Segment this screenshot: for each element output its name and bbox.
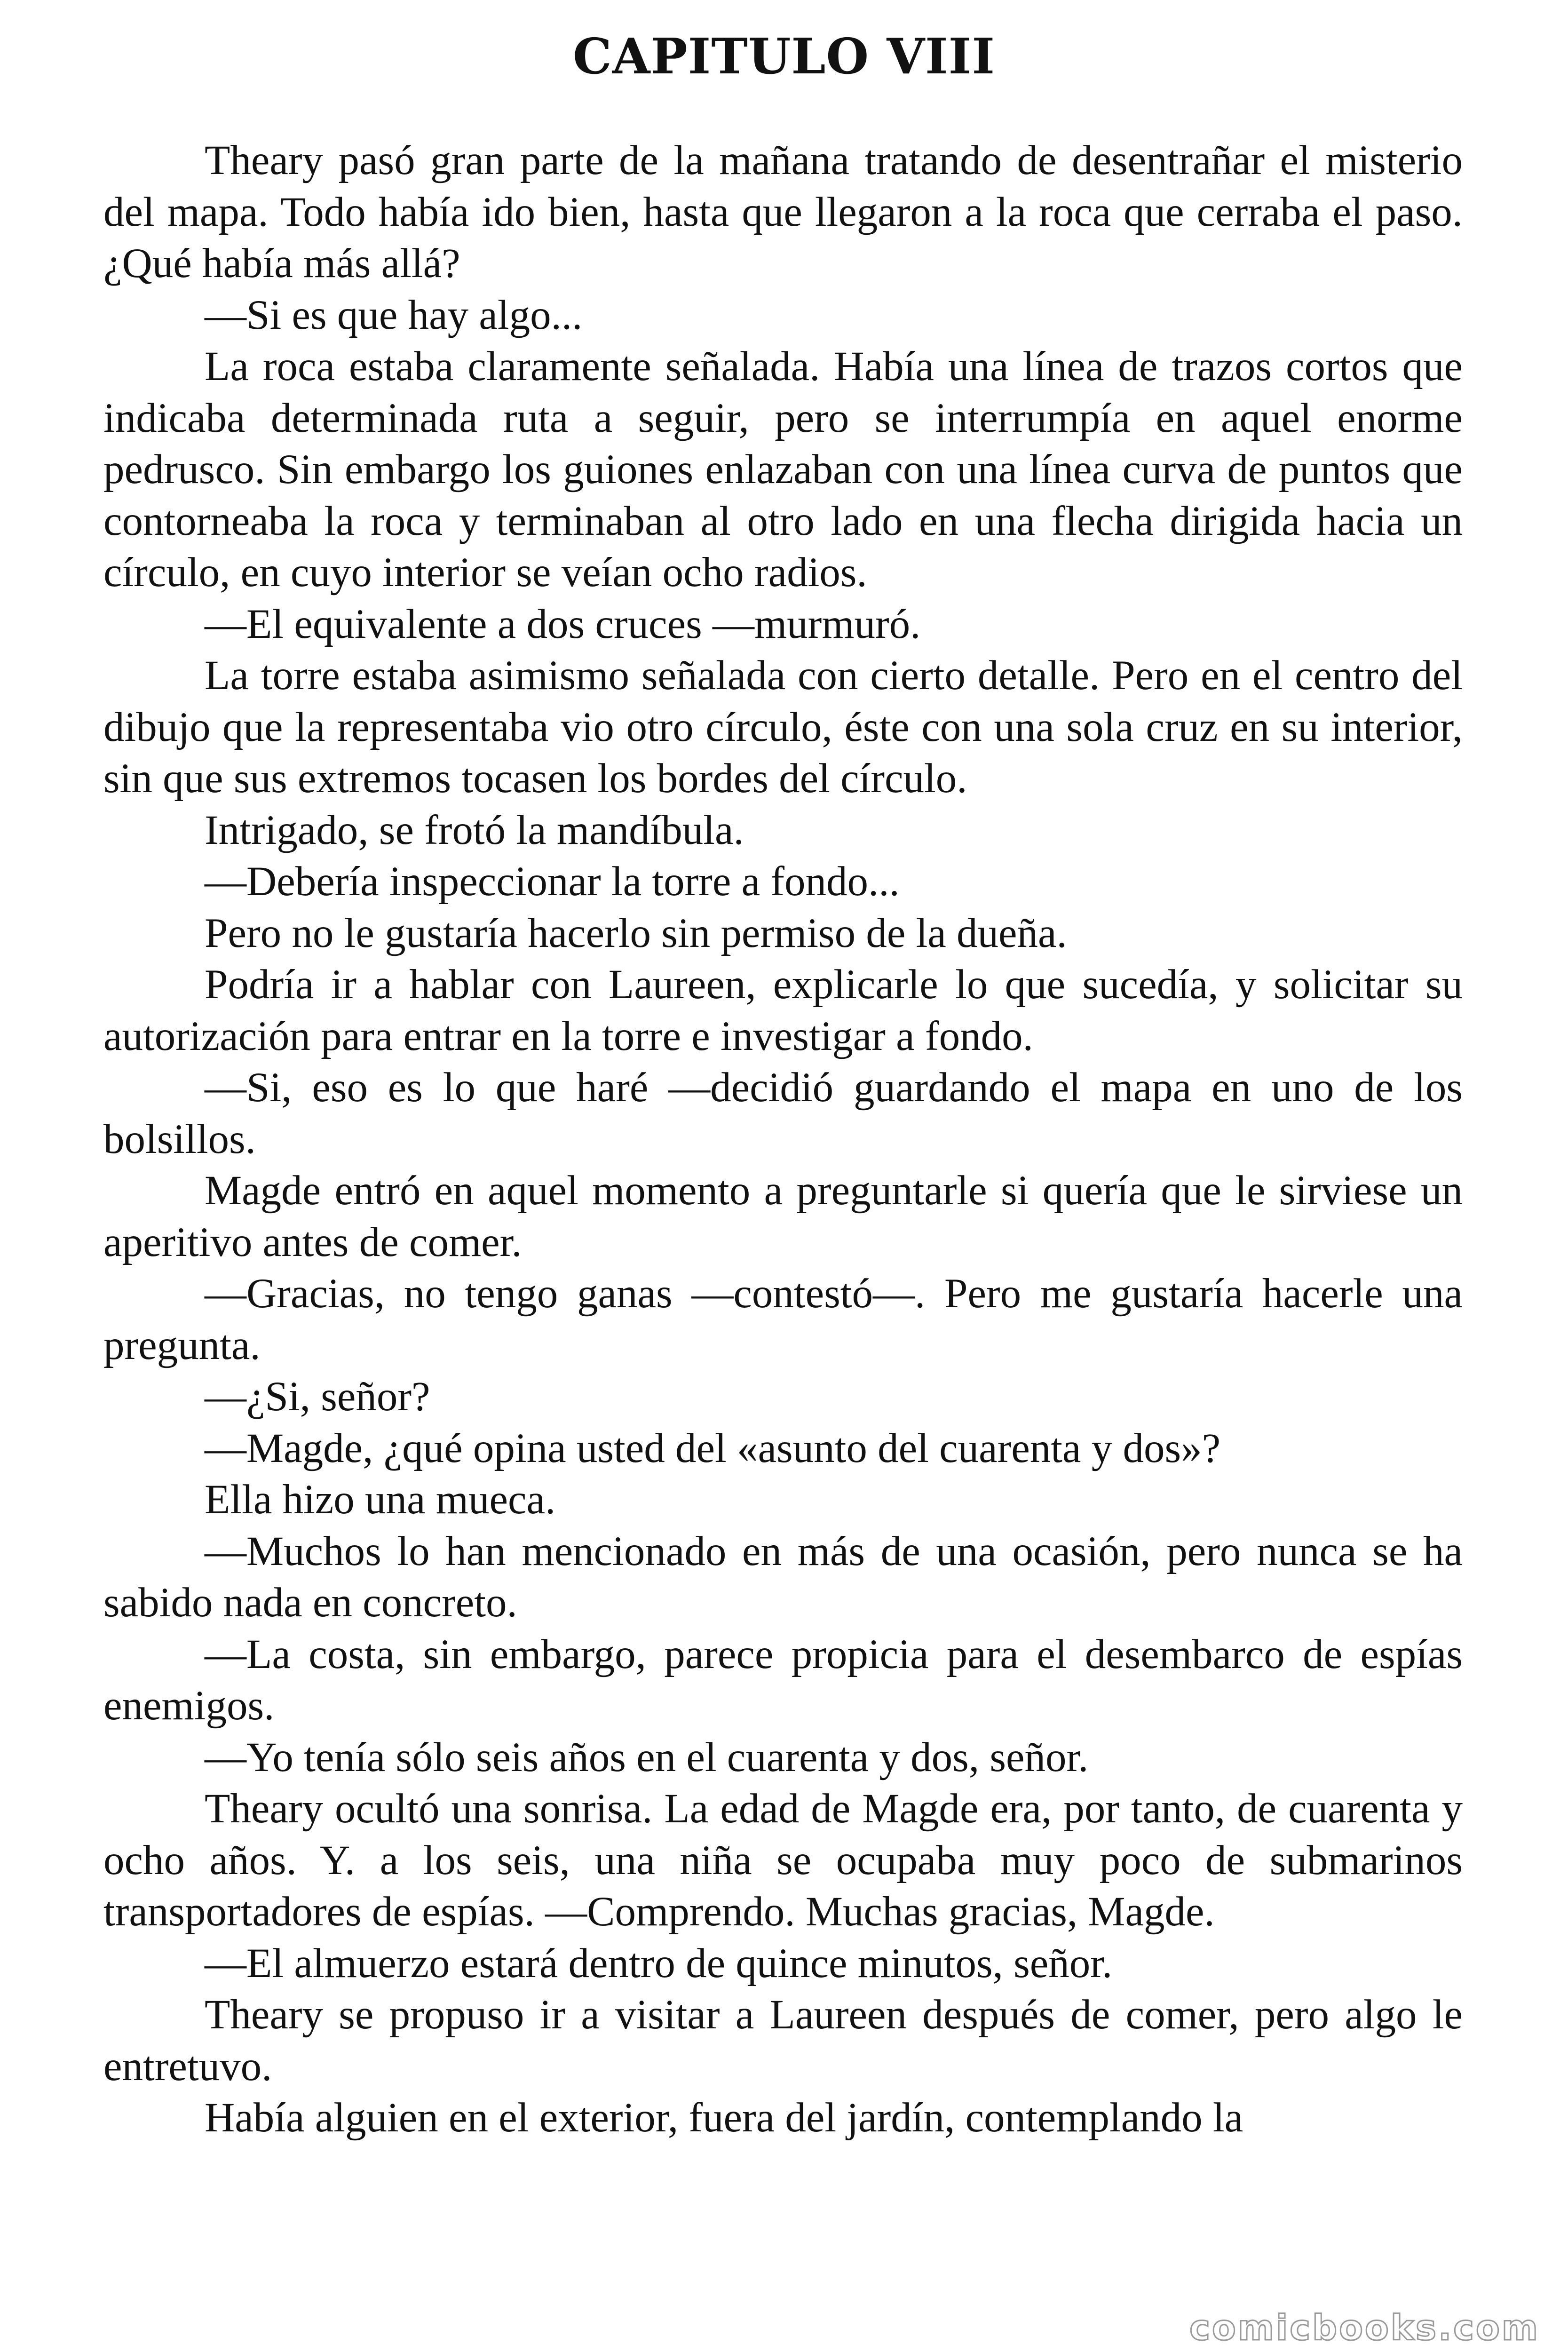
- chapter-body: [103, 135, 1463, 2144]
- paragraph: —La costa, sin embargo, parece propicia para el desembarco de espías enemigos.: [103, 1631, 1463, 1729]
- paragraph: Magde entró en aquel momento a preguntarle si quería que le sirviese un aperitivo antes de comer.: [103, 1168, 1463, 1265]
- paragraph: —Magde, ¿qué opina usted del «asunto del cuarenta y dos»?: [205, 1425, 1221, 1471]
- paragraph: Theary pasó gran parte de la mañana tratando de desentrañar el misterio del mapa. Todo había ido bien, hasta que llegaron a la roca que cerraba el paso. ¿Qué había más allá?: [103, 137, 1463, 286]
- paragraph: Ella hizo una mueca.: [205, 1477, 556, 1523]
- paragraph: —El equivalente a dos cruces —murmuró.: [205, 601, 921, 647]
- paragraph: —Debería inspeccionar la torre a fondo...: [205, 858, 900, 905]
- paragraph: —Muchos lo han mencionado en más de una ocasión, pero nunca se ha sabido nada en concreto.: [103, 1528, 1463, 1626]
- paragraph: La roca estaba claramente señalada. Había una línea de trazos cortos que indicaba determinada ruta a seguir, pero se interrumpía en aquel enorme pedrusco. Sin embargo los guiones enlazaban con una línea curva de puntos que contorneaba la roca y terminaban al otro lado en una flecha dirigida hacia un círculo, en cuyo interior se veían ocho radios.: [103, 343, 1463, 596]
- chapter-title: CAPITULO VIII: [573, 27, 995, 85]
- paragraph: La torre estaba asimismo señalada con cierto detalle. Pero en el centro del dibujo que la representaba vio otro círculo, éste con una sola cruz en su interior, sin que sus extremos tocasen los bordes del círculo.: [103, 652, 1463, 802]
- watermark: comicbooks.com: [1189, 2308, 1540, 2348]
- paragraph: —Si, eso es lo que haré —decidió guardando el mapa en uno de los bolsillos.: [103, 1065, 1463, 1162]
- paragraph: —¿Si, señor?: [205, 1374, 430, 1420]
- paragraph: Pero no le gustaría hacerlo sin permiso de la dueña.: [205, 910, 1067, 956]
- paragraph: —El almuerzo estará dentro de quince minutos, señor.: [205, 1940, 1113, 1986]
- paragraph: —Si es que hay algo...: [205, 292, 583, 338]
- paragraph: —Yo tenía sólo seis años en el cuarenta y dos, señor.: [205, 1734, 1089, 1780]
- paragraph: Podría ir a hablar con Laureen, explicarle lo que sucedía, y solicitar su autorización para entrar en la torre e investigar a fondo.: [103, 961, 1463, 1059]
- paragraph: Intrigado, se frotó la mandíbula.: [205, 807, 744, 853]
- paragraph: —Gracias, no tengo ganas —contestó—. Pero me gustaría hacerle una pregunta.: [103, 1271, 1463, 1368]
- paragraph: Theary se propuso ir a visitar a Laureen después de comer, pero algo le entretuvo.: [103, 1992, 1463, 2090]
- paragraph: Theary ocultó una sonrisa. La edad de Magde era, por tanto, de cuarenta y ocho años. Y. a los seis, una niña se ocupaba muy poco de submarinos transportadores de espías. —Comprendo. Muchas gracias, Magde.: [103, 1786, 1463, 1935]
- paragraph: Había alguien en el exterior, fuera del jardín, contemplando la: [205, 2095, 1243, 2141]
